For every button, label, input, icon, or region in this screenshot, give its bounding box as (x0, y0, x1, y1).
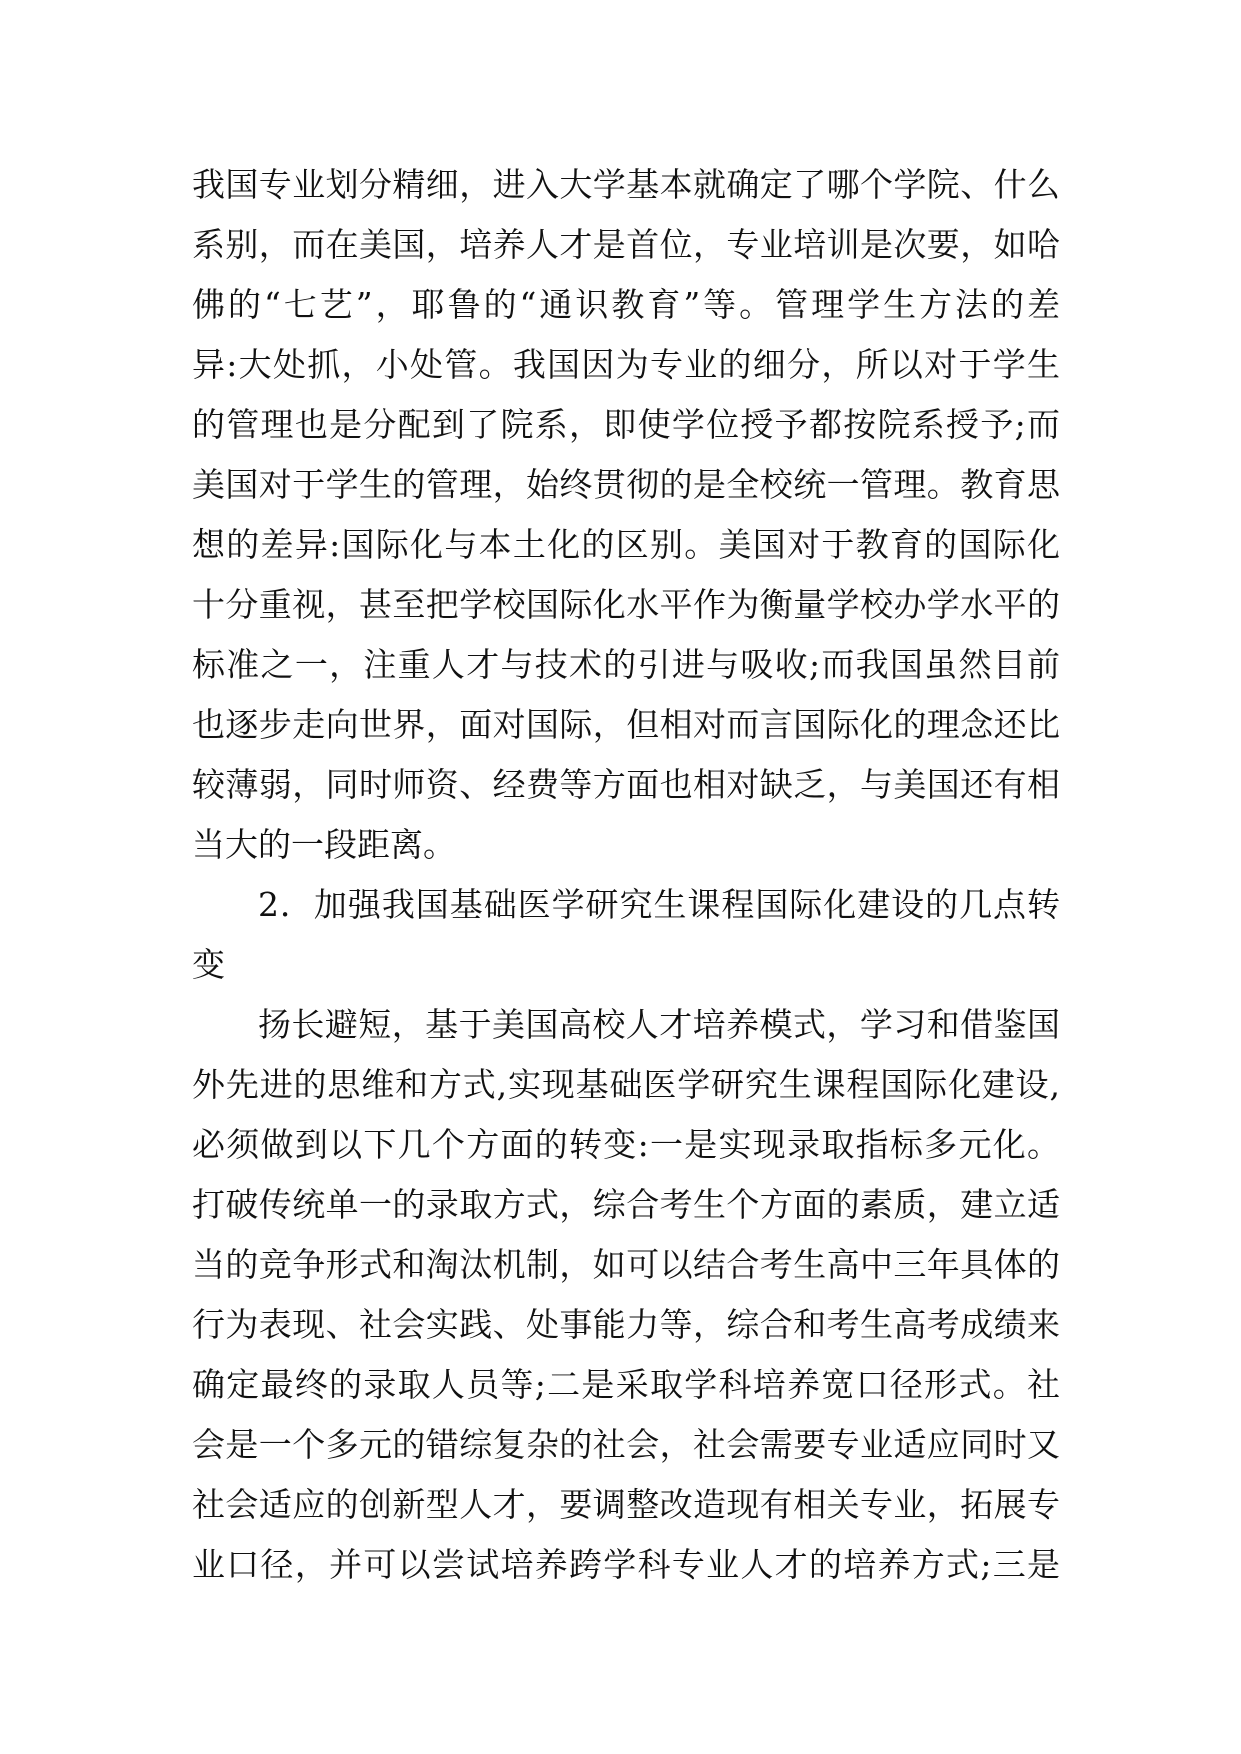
text-line: 十分重视，甚至把学校国际化水平作为衡量学校办学水平的 (192, 585, 1060, 624)
section-heading-line: 变 (192, 945, 225, 984)
text-line: 我国专业划分精细，进入大学基本就确定了哪个学院、什么 (192, 165, 1060, 204)
text-line: 行为表现、社会实践、处事能力等，综合和考生高考成绩来 (192, 1305, 1060, 1344)
text-line: 业口径，并可以尝试培养跨学科专业人才的培养方式;三是 (192, 1545, 1060, 1584)
text-line: 也逐步走向世界，面对国际，但相对而言国际化的理念还比 (192, 705, 1060, 744)
text-line: 外先进的思维和方式,实现基础医学研究生课程国际化建设, (192, 1065, 1060, 1104)
section-heading-line: 2．加强我国基础医学研究生课程国际化建设的几点转 (258, 885, 1060, 924)
text-line: 会是一个多元的错综复杂的社会，社会需要专业适应同时又 (192, 1425, 1060, 1464)
text-line: 佛的“七艺”，耶鲁的“通识教育”等。管理学生方法的差 (192, 285, 1060, 324)
text-line: 必须做到以下几个方面的转变:一是实现录取指标多元化。 (192, 1125, 1060, 1164)
text-line: 想的差异:国际化与本土化的区别。美国对于教育的国际化 (192, 525, 1060, 564)
text-line: 标准之一，注重人才与技术的引进与吸收;而我国虽然目前 (192, 645, 1060, 684)
text-line: 社会适应的创新型人才，要调整改造现有相关专业，拓展专 (192, 1485, 1060, 1524)
text-line: 较薄弱，同时师资、经费等方面也相对缺乏，与美国还有相 (192, 765, 1060, 804)
text-line: 确定最终的录取人员等;二是采取学科培养宽口径形式。社 (192, 1365, 1060, 1404)
text-line: 系别，而在美国，培养人才是首位，专业培训是次要，如哈 (192, 225, 1060, 264)
document-body (192, 155, 1060, 1595)
text-line: 打破传统单一的录取方式，综合考生个方面的素质，建立适 (192, 1185, 1060, 1224)
text-line: 异:大处抓，小处管。我国因为专业的细分，所以对于学生 (192, 345, 1060, 384)
text-line: 的管理也是分配到了院系，即使学位授予都按院系授予;而 (192, 405, 1060, 444)
text-line: 当的竞争形式和淘汰机制，如可以结合考生高中三年具体的 (192, 1245, 1060, 1284)
text-line: 扬长避短，基于美国高校人才培养模式，学习和借鉴国 (258, 1005, 1060, 1044)
text-line: 美国对于学生的管理，始终贯彻的是全校统一管理。教育思 (192, 465, 1060, 504)
text-line: 当大的一段距离。 (192, 825, 456, 864)
